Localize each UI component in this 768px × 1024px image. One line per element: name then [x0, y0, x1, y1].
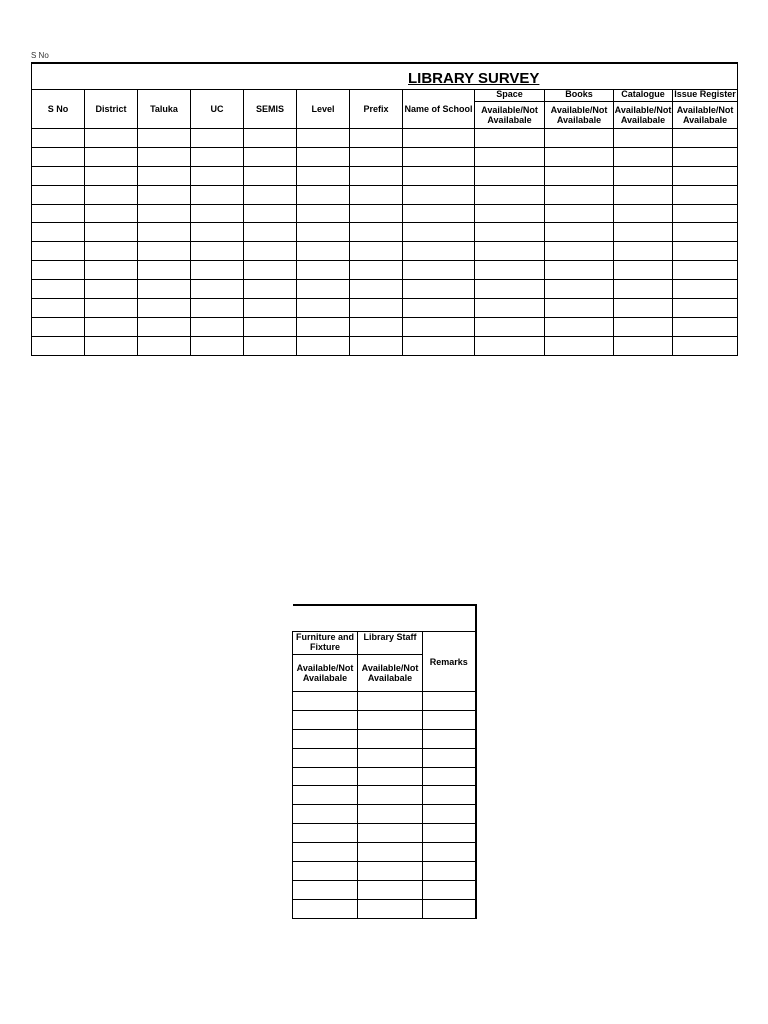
- table-cell[interactable]: [293, 786, 358, 805]
- table-cell[interactable]: [423, 767, 476, 786]
- table-cell[interactable]: [85, 317, 138, 336]
- table-cell[interactable]: [423, 862, 476, 881]
- table-cell[interactable]: [403, 336, 475, 355]
- table-cell[interactable]: [475, 223, 545, 242]
- table-cell[interactable]: [138, 185, 191, 204]
- table-cell[interactable]: [423, 843, 476, 862]
- table-cell[interactable]: [673, 147, 738, 166]
- table-cell[interactable]: [358, 729, 423, 748]
- table-cell[interactable]: [475, 317, 545, 336]
- table-cell[interactable]: [85, 299, 138, 318]
- table-cell[interactable]: [475, 185, 545, 204]
- table-cell[interactable]: [244, 223, 297, 242]
- table-cell[interactable]: [32, 129, 85, 148]
- table-cell[interactable]: [403, 185, 475, 204]
- table-row: [32, 185, 738, 204]
- table-cell[interactable]: [673, 317, 738, 336]
- table-cell[interactable]: [358, 748, 423, 767]
- table-cell[interactable]: [614, 242, 673, 261]
- table-cell[interactable]: [545, 317, 614, 336]
- table-cell[interactable]: [85, 166, 138, 185]
- table-cell[interactable]: [673, 280, 738, 299]
- table-cell[interactable]: [350, 147, 403, 166]
- table-cell[interactable]: [423, 805, 476, 824]
- table-cell[interactable]: [403, 280, 475, 299]
- table-cell[interactable]: [85, 185, 138, 204]
- table-cell[interactable]: [673, 166, 738, 185]
- table-cell[interactable]: [614, 223, 673, 242]
- table-cell[interactable]: [293, 805, 358, 824]
- table-cell[interactable]: [297, 204, 350, 223]
- table-cell[interactable]: [423, 786, 476, 805]
- table-cell[interactable]: [545, 147, 614, 166]
- table-cell[interactable]: [191, 336, 244, 355]
- table-cell[interactable]: [297, 223, 350, 242]
- table-cell[interactable]: [350, 129, 403, 148]
- col-header-taluka: Taluka: [138, 90, 191, 129]
- table-cell[interactable]: [358, 710, 423, 729]
- corner-label: S No: [31, 51, 49, 60]
- availability-header: Available/Not Availabale: [673, 102, 738, 129]
- table-cell[interactable]: [475, 147, 545, 166]
- table-cell[interactable]: [85, 204, 138, 223]
- library-survey-table: [31, 62, 738, 356]
- table-row: [32, 299, 738, 318]
- table-cell[interactable]: [138, 242, 191, 261]
- table-cell[interactable]: [32, 204, 85, 223]
- table-cell[interactable]: [85, 242, 138, 261]
- table-cell[interactable]: [614, 336, 673, 355]
- table-cell[interactable]: [614, 185, 673, 204]
- table-row: [32, 242, 738, 261]
- availability-header: Available/Not Availabale: [293, 655, 358, 692]
- table-cell[interactable]: [673, 223, 738, 242]
- table-cell[interactable]: [358, 786, 423, 805]
- table-cell[interactable]: [358, 899, 423, 918]
- table-row: [32, 336, 738, 355]
- table-cell[interactable]: [32, 336, 85, 355]
- table-cell[interactable]: [297, 280, 350, 299]
- table-cell[interactable]: [138, 166, 191, 185]
- table-cell[interactable]: [293, 692, 358, 711]
- table-cell[interactable]: [191, 223, 244, 242]
- table-row: [293, 805, 476, 824]
- table-cell[interactable]: [423, 899, 476, 918]
- table-cell[interactable]: [403, 299, 475, 318]
- table-cell[interactable]: [32, 280, 85, 299]
- table-cell[interactable]: [423, 880, 476, 899]
- table-cell[interactable]: [138, 147, 191, 166]
- survey-table-body: [32, 129, 738, 356]
- availability-header: Available/Not Availabale: [614, 102, 673, 129]
- continuation-table: [292, 604, 477, 919]
- table-cell[interactable]: [614, 204, 673, 223]
- table-cell[interactable]: [32, 299, 85, 318]
- table-cell[interactable]: [614, 261, 673, 280]
- table-cell[interactable]: [614, 280, 673, 299]
- table-cell[interactable]: [244, 336, 297, 355]
- table-cell[interactable]: [32, 223, 85, 242]
- table-cell[interactable]: [358, 824, 423, 843]
- table-cell[interactable]: [614, 299, 673, 318]
- table-cell[interactable]: [191, 185, 244, 204]
- table-cell[interactable]: [403, 129, 475, 148]
- table-cell[interactable]: [350, 204, 403, 223]
- table-cell[interactable]: [614, 129, 673, 148]
- table-cell[interactable]: [545, 242, 614, 261]
- table-cell[interactable]: [85, 223, 138, 242]
- table-cell[interactable]: [32, 147, 85, 166]
- table-cell[interactable]: [85, 147, 138, 166]
- table-cell[interactable]: [244, 261, 297, 280]
- table-row: [32, 223, 738, 242]
- table-cell[interactable]: [191, 204, 244, 223]
- group-header-furniture-and-fixture: Furniture and Fixture: [293, 632, 358, 655]
- table-cell[interactable]: [673, 204, 738, 223]
- table-cell[interactable]: [244, 129, 297, 148]
- table-cell[interactable]: [244, 166, 297, 185]
- table-row: [32, 129, 738, 148]
- continuation-table-body: [293, 692, 476, 919]
- table-row: [32, 204, 738, 223]
- table-cell[interactable]: [85, 129, 138, 148]
- table-cell[interactable]: [614, 317, 673, 336]
- table-cell[interactable]: [32, 261, 85, 280]
- table-row: [293, 899, 476, 918]
- table-row: [293, 748, 476, 767]
- continuation-title-cell: [293, 605, 476, 632]
- table-cell[interactable]: [673, 299, 738, 318]
- availability-header: Available/Not Availabale: [358, 655, 423, 692]
- table-cell[interactable]: [350, 336, 403, 355]
- table-row: [293, 729, 476, 748]
- table-cell[interactable]: [350, 280, 403, 299]
- table-cell[interactable]: [138, 336, 191, 355]
- table-cell[interactable]: [32, 166, 85, 185]
- table-cell[interactable]: [244, 242, 297, 261]
- table-cell[interactable]: [297, 166, 350, 185]
- table-cell[interactable]: [423, 824, 476, 843]
- table-cell[interactable]: [475, 299, 545, 318]
- col-header-remarks: Remarks: [423, 632, 476, 692]
- table-cell[interactable]: [244, 204, 297, 223]
- availability-header: Available/Not Availabale: [475, 102, 545, 129]
- table-cell[interactable]: [32, 242, 85, 261]
- table-cell[interactable]: [358, 767, 423, 786]
- col-header-s-no: S No: [32, 90, 85, 129]
- table-cell[interactable]: [673, 129, 738, 148]
- group-header-issue-register: Issue Register: [673, 90, 738, 102]
- table-cell[interactable]: [138, 317, 191, 336]
- table-cell[interactable]: [358, 862, 423, 881]
- col-header-uc: UC: [191, 90, 244, 129]
- table-cell[interactable]: [545, 185, 614, 204]
- table-cell[interactable]: [673, 185, 738, 204]
- table-cell[interactable]: [545, 223, 614, 242]
- table-cell[interactable]: [358, 880, 423, 899]
- table-cell[interactable]: [350, 242, 403, 261]
- table-cell[interactable]: [191, 129, 244, 148]
- table-cell[interactable]: [297, 185, 350, 204]
- table-cell[interactable]: [423, 729, 476, 748]
- table-cell[interactable]: [403, 166, 475, 185]
- table-cell[interactable]: [297, 299, 350, 318]
- table-cell[interactable]: [403, 317, 475, 336]
- table-cell[interactable]: [297, 242, 350, 261]
- table-cell[interactable]: [293, 862, 358, 881]
- table-cell[interactable]: [423, 710, 476, 729]
- table-cell[interactable]: [545, 166, 614, 185]
- table-row: [32, 317, 738, 336]
- table-row: [32, 147, 738, 166]
- table-cell[interactable]: [191, 261, 244, 280]
- table-cell[interactable]: [191, 166, 244, 185]
- table-cell[interactable]: [297, 261, 350, 280]
- group-header-space: Space: [475, 90, 545, 102]
- col-header-name-of-school: Name of School: [403, 90, 475, 129]
- table-cell[interactable]: [475, 242, 545, 261]
- table-cell[interactable]: [350, 317, 403, 336]
- table-cell[interactable]: [475, 336, 545, 355]
- table-row: [293, 767, 476, 786]
- table-cell[interactable]: [138, 129, 191, 148]
- table-cell[interactable]: [545, 299, 614, 318]
- table-cell[interactable]: [403, 223, 475, 242]
- survey-title: LIBRARY SURVEY: [408, 70, 540, 87]
- table-cell[interactable]: [293, 729, 358, 748]
- table-cell[interactable]: [545, 280, 614, 299]
- table-row: [32, 261, 738, 280]
- table-cell[interactable]: [475, 166, 545, 185]
- table-cell[interactable]: [358, 805, 423, 824]
- table-cell[interactable]: [191, 242, 244, 261]
- table-row: [293, 862, 476, 881]
- table-cell[interactable]: [293, 843, 358, 862]
- table-cell[interactable]: [244, 147, 297, 166]
- group-header-catalogue: Catalogue: [614, 90, 673, 102]
- table-cell[interactable]: [244, 299, 297, 318]
- survey-title-cell: [32, 63, 738, 90]
- table-cell[interactable]: [358, 843, 423, 862]
- table-row: [293, 843, 476, 862]
- table-cell[interactable]: [358, 692, 423, 711]
- table-row: [293, 710, 476, 729]
- table-row: [293, 786, 476, 805]
- table-row: [32, 166, 738, 185]
- table-cell[interactable]: [191, 317, 244, 336]
- table-row: [293, 880, 476, 899]
- table-cell[interactable]: [138, 204, 191, 223]
- table-cell[interactable]: [32, 185, 85, 204]
- table-cell[interactable]: [403, 147, 475, 166]
- table-cell[interactable]: [85, 280, 138, 299]
- table-cell[interactable]: [138, 280, 191, 299]
- table-cell[interactable]: [244, 185, 297, 204]
- table-cell[interactable]: [545, 204, 614, 223]
- table-row: [293, 824, 476, 843]
- table-row: [293, 692, 476, 711]
- table-cell[interactable]: [475, 204, 545, 223]
- table-cell[interactable]: [138, 299, 191, 318]
- table-cell[interactable]: [293, 710, 358, 729]
- table-cell[interactable]: [191, 280, 244, 299]
- table-cell[interactable]: [350, 261, 403, 280]
- table-cell[interactable]: [138, 261, 191, 280]
- table-cell[interactable]: [297, 317, 350, 336]
- table-cell[interactable]: [545, 129, 614, 148]
- table-cell[interactable]: [297, 336, 350, 355]
- table-cell[interactable]: [350, 299, 403, 318]
- table-cell[interactable]: [350, 185, 403, 204]
- table-cell[interactable]: [244, 317, 297, 336]
- col-header-prefix: Prefix: [350, 90, 403, 129]
- table-cell[interactable]: [403, 242, 475, 261]
- table-cell[interactable]: [138, 223, 191, 242]
- availability-header: Available/Not Availabale: [545, 102, 614, 129]
- table-cell[interactable]: [673, 261, 738, 280]
- table-cell[interactable]: [475, 261, 545, 280]
- table-cell[interactable]: [403, 204, 475, 223]
- table-cell[interactable]: [614, 147, 673, 166]
- table-cell[interactable]: [673, 242, 738, 261]
- table-cell[interactable]: [403, 261, 475, 280]
- table-cell[interactable]: [475, 280, 545, 299]
- table-cell[interactable]: [545, 261, 614, 280]
- table-cell[interactable]: [475, 129, 545, 148]
- table-cell[interactable]: [85, 261, 138, 280]
- table-row: [32, 280, 738, 299]
- table-cell[interactable]: [191, 299, 244, 318]
- table-cell[interactable]: [297, 147, 350, 166]
- table-cell[interactable]: [423, 692, 476, 711]
- col-header-district: District: [85, 90, 138, 129]
- table-cell[interactable]: [614, 166, 673, 185]
- table-cell[interactable]: [350, 223, 403, 242]
- table-cell[interactable]: [350, 166, 403, 185]
- table-cell[interactable]: [32, 317, 85, 336]
- table-cell[interactable]: [293, 824, 358, 843]
- table-cell[interactable]: [673, 336, 738, 355]
- group-header-books: Books: [545, 90, 614, 102]
- table-cell[interactable]: [191, 147, 244, 166]
- col-header-semis: SEMIS: [244, 90, 297, 129]
- table-cell[interactable]: [297, 129, 350, 148]
- table-cell[interactable]: [545, 336, 614, 355]
- table-cell[interactable]: [423, 748, 476, 767]
- table-cell[interactable]: [85, 336, 138, 355]
- table-cell[interactable]: [293, 748, 358, 767]
- col-header-level: Level: [297, 90, 350, 129]
- table-cell[interactable]: [293, 899, 358, 918]
- table-cell[interactable]: [293, 767, 358, 786]
- group-header-library-staff: Library Staff: [358, 632, 423, 655]
- table-cell[interactable]: [293, 880, 358, 899]
- table-cell[interactable]: [244, 280, 297, 299]
